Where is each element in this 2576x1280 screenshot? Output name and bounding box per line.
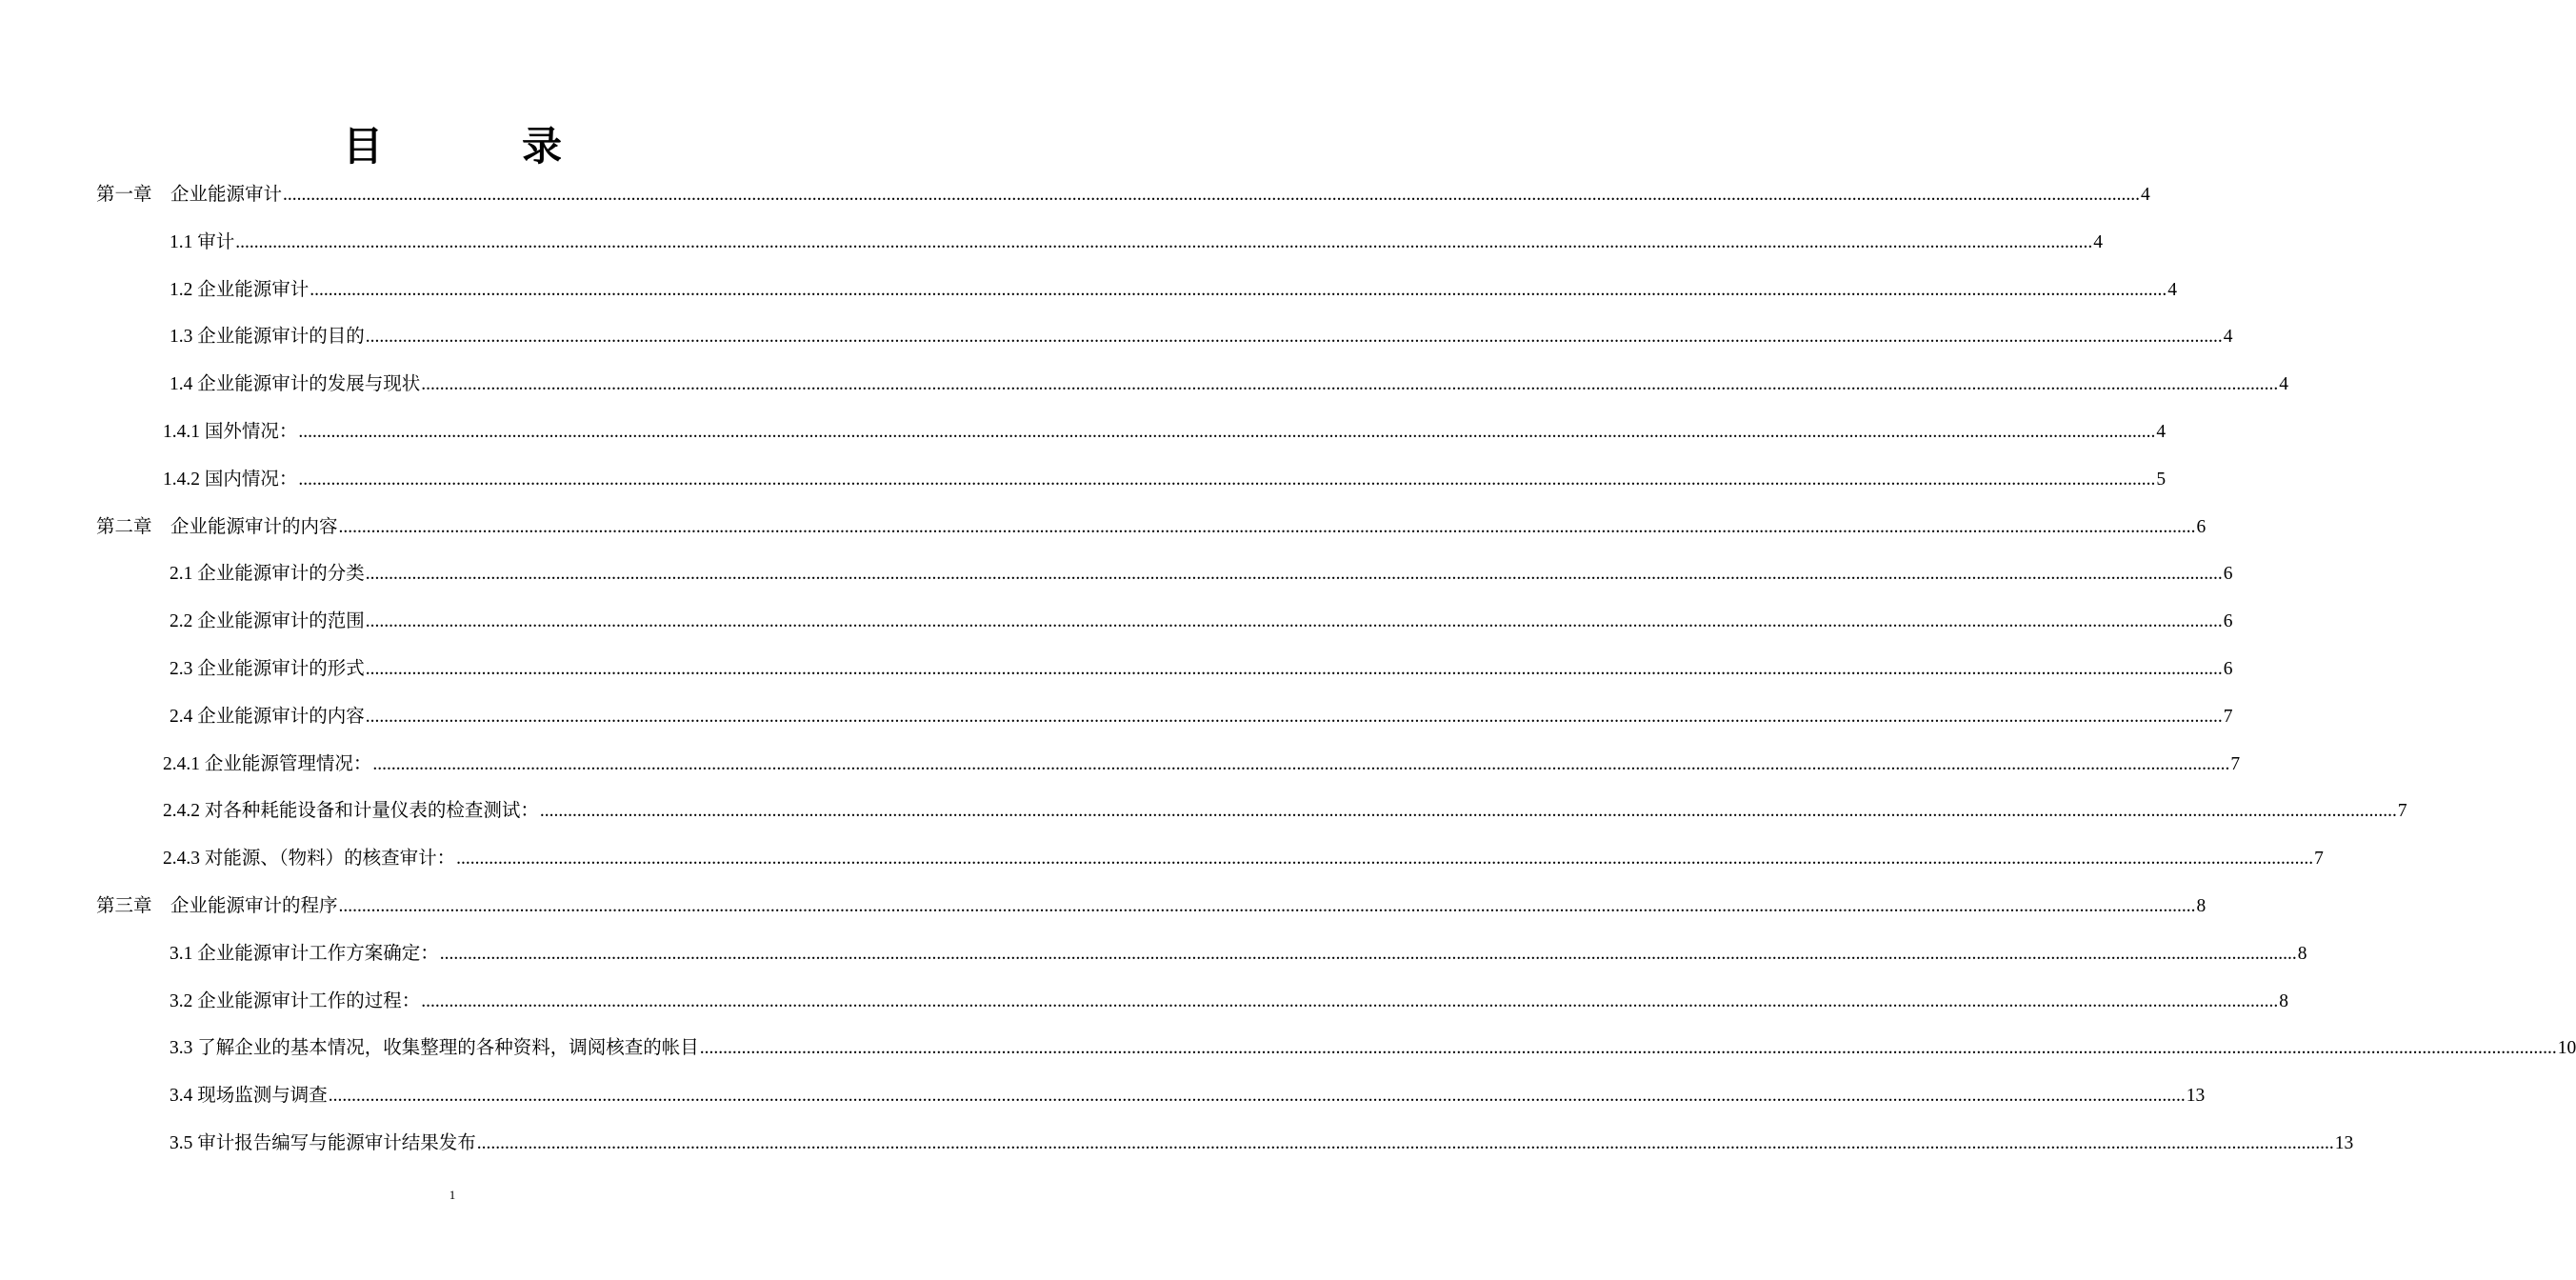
toc-entry[interactable] xyxy=(163,466,2167,494)
toc-dot-leader: ................................................................................................................................................................................................................................................................................................................................................................................................................ xyxy=(439,943,2297,964)
toc-entry[interactable] xyxy=(170,1082,2206,1110)
toc-entry-page-number: 4 xyxy=(2279,374,2289,395)
toc-entry-label: 1.2 企业能源审计 xyxy=(170,279,310,300)
toc-entry-page-number: 5 xyxy=(2156,469,2167,490)
toc-entry-label: 1.3 企业能源审计的目的 xyxy=(170,327,365,348)
toc-dot-leader: ................................................................................................................................................................................................................................................................................................................................................................................................................ xyxy=(338,896,2196,916)
toc-entry-label: 2.4.2 对各种耗能设备和计量仪表的检查测试： xyxy=(163,801,539,822)
toc-entry-page-number: 13 xyxy=(2334,1133,2354,1153)
toc-dot-leader: ................................................................................................................................................................................................................................................................................................................................................................................................................ xyxy=(456,849,2314,870)
toc-entry-page-number: 4 xyxy=(2223,327,2233,348)
toc-dot-leader: ................................................................................................................................................................................................................................................................................................................................................................................................................ xyxy=(699,1038,2557,1059)
toc-dot-leader: ................................................................................................................................................................................................................................................................................................................................................................................................................ xyxy=(365,564,2223,585)
toc-entry-label: 3.2 企业能源审计工作的过程： xyxy=(170,990,421,1011)
toc-entry-label: 第二章 企业能源审计的内容 xyxy=(96,516,338,537)
toc-dot-leader: ................................................................................................................................................................................................................................................................................................................................................................................................................ xyxy=(298,422,2156,442)
toc-entry[interactable] xyxy=(170,229,2104,257)
toc-entry-label: 2.3 企业能源审计的形式 xyxy=(170,659,365,679)
toc-entry[interactable] xyxy=(170,703,2233,731)
toc-entry-label: 1.1 审计 xyxy=(170,231,235,252)
toc-entry[interactable] xyxy=(96,181,2150,210)
toc-entry[interactable] xyxy=(170,370,2289,399)
toc-entry-label: 2.2 企业能源审计的范围 xyxy=(170,611,365,632)
toc-entry-label: 第三章 企业能源审计的程序 xyxy=(96,896,338,916)
toc-entry-label: 3.3 了解企业的基本情况，收集整理的各种资料，调阅核查的帐目 xyxy=(170,1038,699,1059)
toc-entry-page-number: 8 xyxy=(2196,896,2207,916)
toc-entry-label: 2.4.1 企业能源管理情况： xyxy=(163,753,372,774)
toc-entry-label: 1.4.1 国外情况： xyxy=(163,422,298,442)
toc-dot-leader: ................................................................................................................................................................................................................................................................................................................................................................................................................ xyxy=(372,753,2230,774)
toc-entry-page-number: 13 xyxy=(2186,1086,2206,1107)
toc-entry-page-number: 6 xyxy=(2223,564,2233,585)
page-title: 目 录 xyxy=(342,123,611,170)
toc-dot-leader: ................................................................................................................................................................................................................................................................................................................................................................................................................ xyxy=(365,327,2223,348)
toc-entry-page-number: 4 xyxy=(2141,185,2150,205)
toc-entry-label: 3.5 审计报告编写与能源审计结果发布 xyxy=(170,1133,476,1153)
toc-dot-leader: ................................................................................................................................................................................................................................................................................................................................................................................................................ xyxy=(365,706,2223,727)
toc-entry-page-number: 6 xyxy=(2196,516,2207,537)
toc-entry-page-number: 4 xyxy=(2093,231,2104,252)
toc-entry-label: 3.1 企业能源审计工作方案确定： xyxy=(170,943,439,964)
toc-entry-page-number: 7 xyxy=(2314,849,2324,870)
toc-dot-leader: ................................................................................................................................................................................................................................................................................................................................................................................................................ xyxy=(235,231,2093,252)
page-number: 1 xyxy=(449,1188,456,1202)
toc-entry-page-number: 7 xyxy=(2230,753,2241,774)
toc-dot-leader: ................................................................................................................................................................................................................................................................................................................................................................................................................ xyxy=(328,1086,2186,1107)
toc-entry-page-number: 7 xyxy=(2223,706,2233,727)
toc-entry-page-number: 7 xyxy=(2397,801,2407,822)
toc-entry[interactable] xyxy=(163,418,2167,447)
toc-entry-label: 3.4 现场监测与调查 xyxy=(170,1086,328,1107)
toc-entry[interactable] xyxy=(163,750,2241,779)
toc-entry-page-number: 6 xyxy=(2223,611,2233,632)
toc-entry[interactable] xyxy=(170,608,2233,636)
toc-entry[interactable] xyxy=(170,1034,2576,1063)
toc-entry[interactable] xyxy=(170,940,2307,969)
toc-entry-label: 2.4 企业能源审计的内容 xyxy=(170,706,365,727)
toc-entry-page-number: 6 xyxy=(2223,659,2233,679)
toc-entry[interactable] xyxy=(163,797,2407,826)
toc-dot-leader: ................................................................................................................................................................................................................................................................................................................................................................................................................ xyxy=(298,469,2156,490)
toc-entry[interactable] xyxy=(163,845,2324,873)
toc-dot-leader: ................................................................................................................................................................................................................................................................................................................................................................................................................ xyxy=(365,611,2223,632)
toc-dot-leader: ................................................................................................................................................................................................................................................................................................................................................................................................................ xyxy=(310,279,2167,300)
toc-entry[interactable] xyxy=(170,655,2233,684)
toc-entry-page-number: 4 xyxy=(2167,279,2178,300)
toc-entry[interactable] xyxy=(170,323,2233,351)
toc-dot-leader: ................................................................................................................................................................................................................................................................................................................................................................................................................ xyxy=(283,185,2141,205)
toc-entry[interactable] xyxy=(170,560,2233,589)
toc-entry-label: 2.4.3 对能源、（物料）的核查审计： xyxy=(163,849,456,870)
toc-dot-leader: ................................................................................................................................................................................................................................................................................................................................................................................................................ xyxy=(421,374,2279,395)
toc-entry-label: 2.1 企业能源审计的分类 xyxy=(170,564,365,585)
toc-entry-label: 1.4.2 国内情况： xyxy=(163,469,298,490)
toc-entry[interactable] xyxy=(170,276,2178,305)
toc-entry-page-number: 10 xyxy=(2557,1038,2576,1059)
toc-entry-label: 1.4 企业能源审计的发展与现状 xyxy=(170,374,421,395)
toc-dot-leader: ................................................................................................................................................................................................................................................................................................................................................................................................................ xyxy=(476,1133,2334,1153)
toc-entry[interactable] xyxy=(96,513,2207,542)
toc-dot-leader: ................................................................................................................................................................................................................................................................................................................................................................................................................ xyxy=(539,801,2397,822)
toc-dot-leader: ................................................................................................................................................................................................................................................................................................................................................................................................................ xyxy=(421,990,2279,1011)
toc-dot-leader: ................................................................................................................................................................................................................................................................................................................................................................................................................ xyxy=(338,516,2196,537)
toc-entry-page-number: 8 xyxy=(2279,990,2289,1011)
toc-dot-leader: ................................................................................................................................................................................................................................................................................................................................................................................................................ xyxy=(365,659,2223,679)
toc-entry-page-number: 8 xyxy=(2297,943,2307,964)
toc-entry[interactable] xyxy=(170,988,2289,1016)
toc-entry[interactable] xyxy=(170,1130,2354,1158)
toc-entry-page-number: 4 xyxy=(2156,422,2167,442)
toc-entry[interactable] xyxy=(96,892,2207,921)
toc-entry-label: 第一章 企业能源审计 xyxy=(96,185,283,205)
